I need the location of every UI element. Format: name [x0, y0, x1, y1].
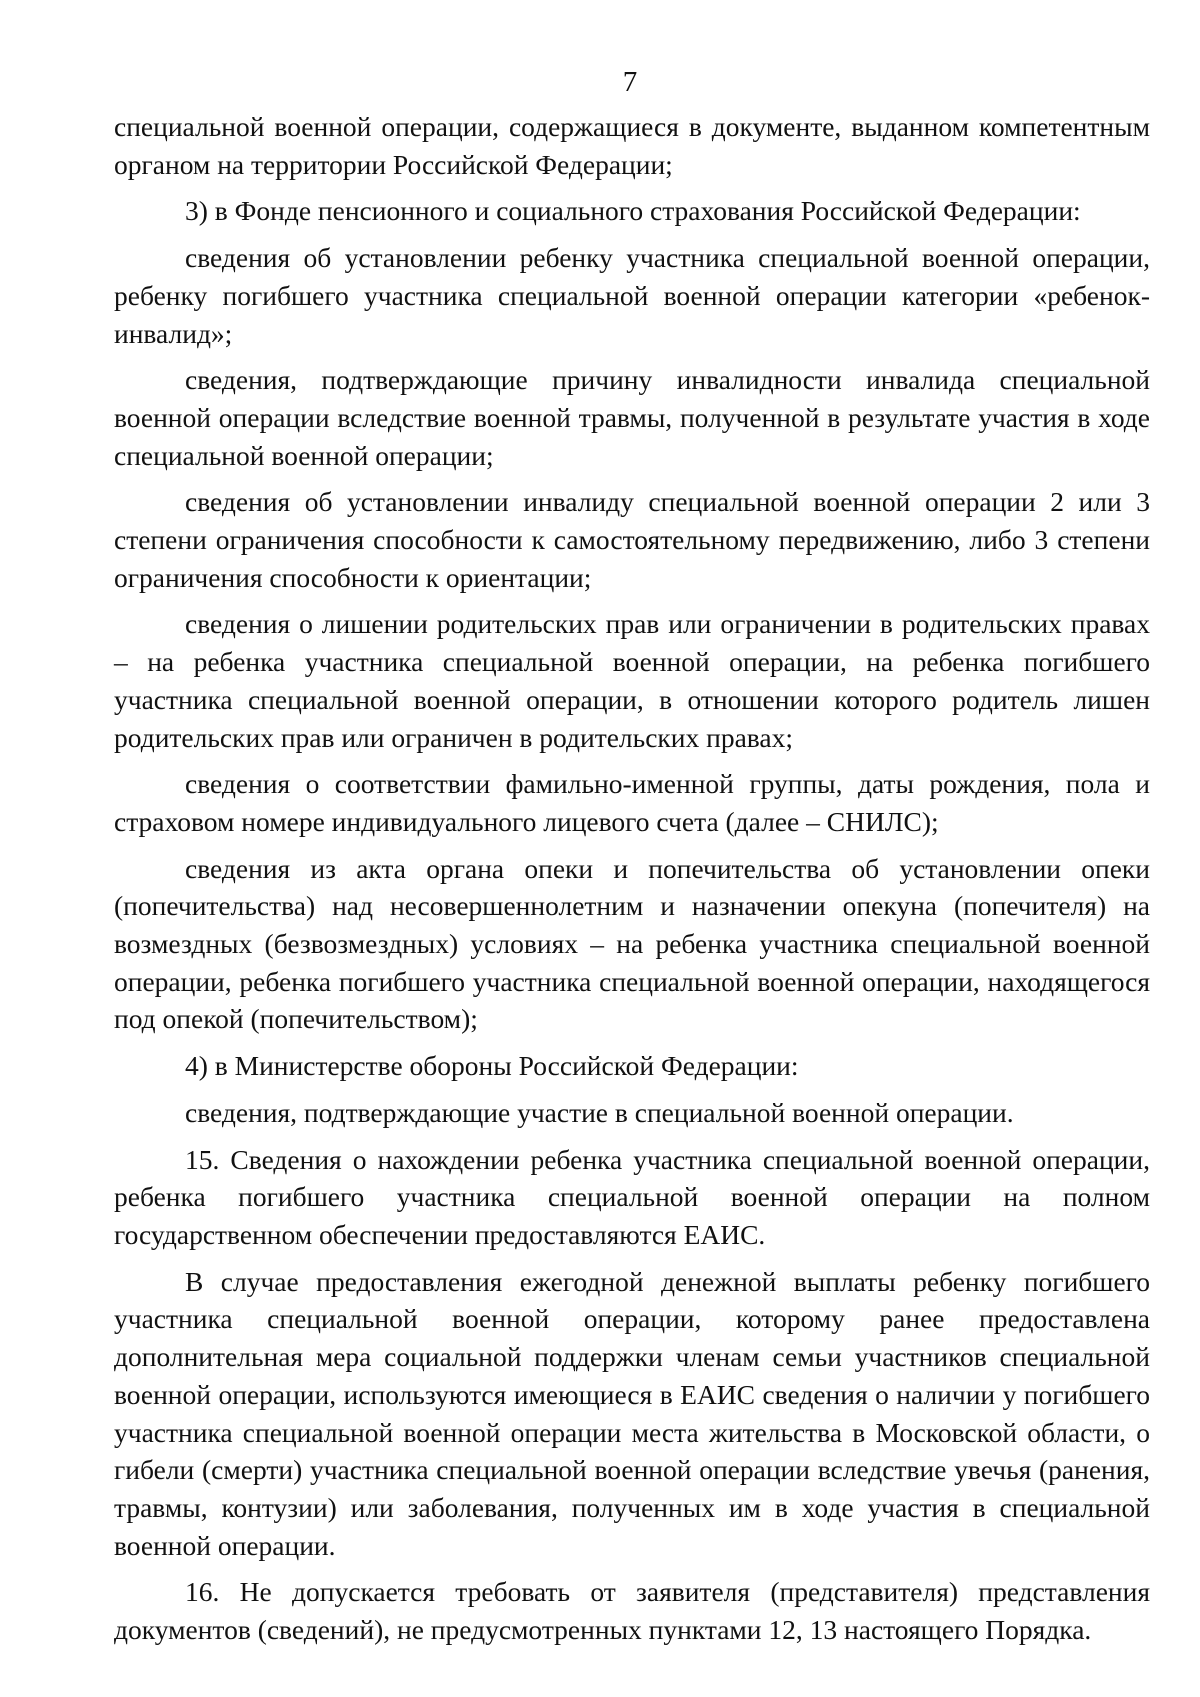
paragraph-item-16: 16. Не допускается требовать от заявителя (представителя) представления документов (сведений), не предусмотренных пунктами 12, 13 настоящего Порядка. [114, 1576, 1150, 1646]
document-body [114, 108, 1150, 1649]
paragraph-disability-cause: сведения, подтверждающие причину инвалидности инвалида специальной военной операции вследствие военной травмы, полученной в результате участия в ходе специальной военной операции; [114, 364, 1150, 471]
paragraph-participation: сведения, подтверждающие участие в специальной военной операции. [185, 1096, 1014, 1128]
paragraph-defense-ministry-heading: 4) в Министерстве обороны Российской Федерации: [185, 1050, 799, 1082]
paragraph-pension-fund-heading: 3) в Фонде пенсионного и социального страхования Российской Федерации: [185, 195, 1081, 227]
page-number: 7 [622, 66, 638, 98]
paragraph-disabled-child: сведения об установлении ребенку участника специальной военной операции, ребенку погибшего участника специальной военной операции категории «ребенок-инвалид»; [114, 242, 1150, 349]
paragraph-continuation: специальной военной операции, содержащиеся в документе, выданном компетентным органом на территории Российской Федерации; [114, 111, 1150, 180]
paragraph-item-15: 15. Сведения о нахождении ребенка участника специальной военной операции, ребенка погибшего участника специальной военной операции на полном государственном обеспечении предоставляются ЕАИС. [114, 1143, 1150, 1250]
paragraph-disability-degree: сведения об установлении инвалиду специальной военной операции 2 или 3 степени ограничения способности к самостоятельному передвижению, либо 3 степени ограничения способности к ориентации; [114, 486, 1150, 593]
paragraph-parental-rights: сведения о лишении родительских прав или ограничении в родительских правах – на ребенка участника специальной военной операции, на ребенка погибшего участника специальной военной операции, в отношении которого родитель лишен родительских прав или ограничен в родительских правах; [114, 608, 1150, 753]
paragraph-snils: сведения о соответствии фамильно-именной группы, даты рождения, пола и страховом номере индивидуального лицевого счета (далее – СНИЛС); [114, 768, 1150, 837]
paragraph-annual-payment: В случае предоставления ежегодной денежной выплаты ребенку погибшего участника специальной военной операции, которому ранее предоставлена дополнительная мера социальной поддержки членам семьи участников специальной военной операции, используются имеющиеся в ЕАИС сведения о наличии у погибшего участника специальной военной операции места жительства в Московской области, о гибели (смерти) участника специальной военной операции вследствие увечья (ранения, травмы, контузии) или заболевания, полученных им в ходе участия в специальной военной операции. [114, 1265, 1150, 1561]
paragraph-guardianship: сведения из акта органа опеки и попечительства об установлении опеки (попечительства) над несовершеннолетним и назначении опекуна (попечителя) на возмездных (безвозмездных) условиях – на ребенка участника специальной военной операции, ребенка погибшего участника специальной военной операции, находящегося под опекой (попечительством); [114, 852, 1150, 1035]
